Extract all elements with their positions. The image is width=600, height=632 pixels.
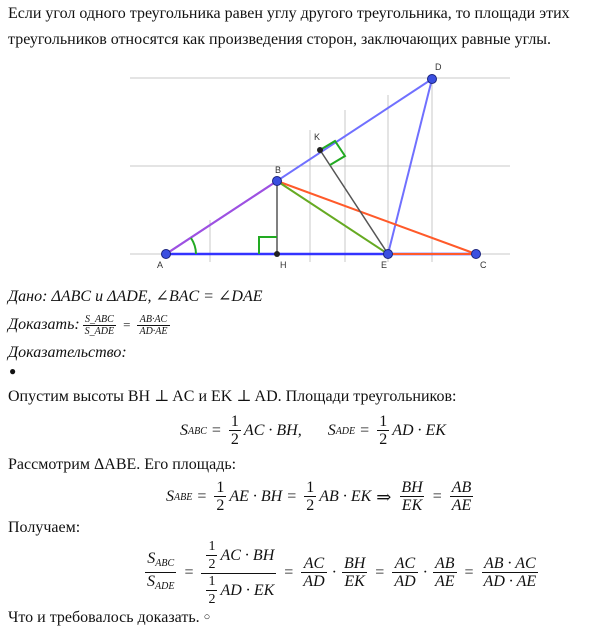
ratio-bh-ek-den: EK [401, 497, 423, 514]
label-e: E [381, 260, 388, 270]
final-e-num: AB · AC [483, 555, 536, 572]
conclusion-text: Что и требовалось доказать. [8, 609, 200, 626]
point-d [428, 75, 437, 84]
area-abc-lhs: S [180, 422, 188, 439]
final-b-den: EK [344, 573, 365, 590]
proof-conclusion [8, 607, 210, 628]
final-n-half [206, 539, 217, 573]
area-abc-half [229, 414, 241, 448]
label-k: K [314, 132, 321, 142]
area-abc-sub: ABC [188, 425, 207, 437]
final-compound-fraction [201, 539, 276, 608]
final-d-half-num: 1 [208, 573, 216, 589]
area-abe-formula [166, 474, 476, 520]
given-text: ΔABC и ΔADE, ∠BAC = ∠DAE [51, 288, 263, 305]
area-abc-half-den: 2 [230, 431, 239, 448]
proof-step-3: Получаем: [8, 519, 81, 536]
area-ade-eq: = [360, 422, 370, 439]
segment-be [277, 181, 388, 254]
right-angle-h [259, 237, 277, 254]
proof-bullet: ● [9, 364, 17, 378]
label-c: C [480, 260, 487, 270]
area-ade-half-num: 1 [379, 413, 388, 430]
final-eq4: = [464, 564, 474, 581]
prove-label: Доказать: [8, 316, 80, 333]
area-abc-half-num: 1 [230, 413, 239, 430]
point-h [274, 251, 280, 257]
area-abe-half1-den: 2 [216, 497, 225, 514]
final-a-num: AC [303, 555, 325, 572]
proof-step-2: Рассмотрим ΔABE. Его площадь: [8, 456, 237, 473]
area-abc-eq: = [211, 422, 221, 439]
ratio-bh-ek-num: BH [401, 479, 423, 496]
area-abe-half2-num: 1 [306, 479, 315, 496]
area-formulas [180, 410, 446, 452]
proof-step-1: Опустим высоты BH ⊥ AC и EK ⊥ AD. Площади треугольников: [8, 388, 457, 405]
final-formula [142, 538, 541, 608]
point-a [162, 250, 171, 259]
prove-eq: = [123, 317, 131, 332]
final-result-fraction [482, 556, 539, 590]
final-ratio-ac-ad [301, 556, 326, 590]
geometry-figure [0, 55, 600, 285]
final-dot1: · [331, 564, 337, 581]
area-ade-half [377, 414, 389, 448]
prove-rhs-den: AD·AE [139, 325, 168, 337]
theorem-line-2: треугольников относятся как произведения сторон, заключающих равные углы. [8, 31, 552, 48]
final-d-half-den: 2 [208, 591, 216, 607]
prove-lhs-num: S_ABC [84, 313, 114, 325]
prove-rhs-num: AB·AC [139, 313, 168, 325]
area-abe-lhs: S [166, 488, 174, 505]
final-lhs-num-sub: ABC [155, 558, 175, 569]
given-label: Дано: [8, 288, 48, 305]
angle-arc-a [191, 238, 196, 254]
final-lhs-den-sub: ADE [155, 581, 175, 592]
prove-lhs-den: S_ADE [84, 325, 115, 337]
final-d-half [206, 574, 217, 608]
area-ade-rest: AD · EK [392, 422, 446, 439]
prove-rhs-fraction [137, 314, 169, 337]
final-d-den: AE [434, 573, 455, 590]
area-abe-half2 [304, 480, 316, 514]
final-n-half-num: 1 [208, 538, 216, 554]
final-n-rest: AC · BH [220, 546, 275, 564]
area-abe-half1-num: 1 [216, 479, 225, 496]
area-abe-mid1: AE · BH [229, 488, 283, 505]
point-e [384, 250, 393, 259]
final-eq2: = [284, 564, 294, 581]
ratio-ab-ae-den: AE [451, 497, 472, 514]
ratio-bh-ek [399, 480, 424, 514]
final-dot2: · [422, 564, 428, 581]
point-c [472, 250, 481, 259]
final-ratio-ac-ad-2 [392, 556, 417, 590]
area-abe-eq1: = [197, 488, 207, 505]
final-eq1: = [184, 564, 194, 581]
final-n-half-den: 2 [208, 556, 216, 572]
final-d-num: AB [434, 555, 455, 572]
prove-lhs-fraction [83, 314, 116, 337]
area-ade-sub: ADE [335, 425, 356, 437]
final-lhs-fraction [145, 551, 176, 595]
final-eq3: = [375, 564, 385, 581]
final-lhs-den: S [147, 573, 155, 590]
segment-ab [166, 181, 277, 254]
label-d: D [435, 62, 442, 72]
final-lhs-num: S [147, 550, 156, 567]
prove-line [8, 308, 173, 342]
implies-arrow: ⇒ [376, 486, 392, 507]
label-h: H [280, 260, 287, 270]
label-a: A [157, 260, 164, 270]
segment-bc [277, 181, 476, 254]
ratio-ab-ae [450, 480, 474, 514]
final-ratio-ab-ae [433, 556, 457, 590]
proof-label: Доказательство: [8, 344, 127, 361]
point-b [273, 177, 282, 186]
theorem-line-1: Если угол одного треугольника равен углу другого треугольника, то площади этих [8, 5, 570, 22]
area-ade-lhs: S [327, 422, 336, 439]
final-d-rest: AD · EK [220, 581, 275, 599]
final-c-den: AD [394, 573, 416, 590]
area-abe-half2-den: 2 [306, 497, 315, 514]
given-line [8, 287, 262, 307]
final-b-num: BH [343, 555, 366, 572]
area-abe-eq3: = [432, 488, 442, 505]
area-ade-half-den: 2 [379, 431, 388, 448]
area-abe-eq2: = [287, 488, 297, 505]
area-abe-mid2: AB · EK [319, 488, 372, 505]
qed-mark: ○ [203, 611, 211, 623]
final-ratio-bh-ek [342, 556, 367, 590]
guide-lines [130, 78, 510, 262]
final-e-den: AD · AE [483, 573, 537, 590]
final-a-den: AD [303, 573, 325, 590]
label-b: B [275, 165, 282, 175]
final-c-num: AC [394, 555, 416, 572]
area-abe-sub: ABE [174, 491, 193, 503]
area-abc-rest: AC · BH, [243, 422, 302, 439]
point-k [317, 147, 323, 153]
area-abe-half1 [214, 480, 226, 514]
ratio-ab-ae-num: AB [451, 479, 472, 496]
